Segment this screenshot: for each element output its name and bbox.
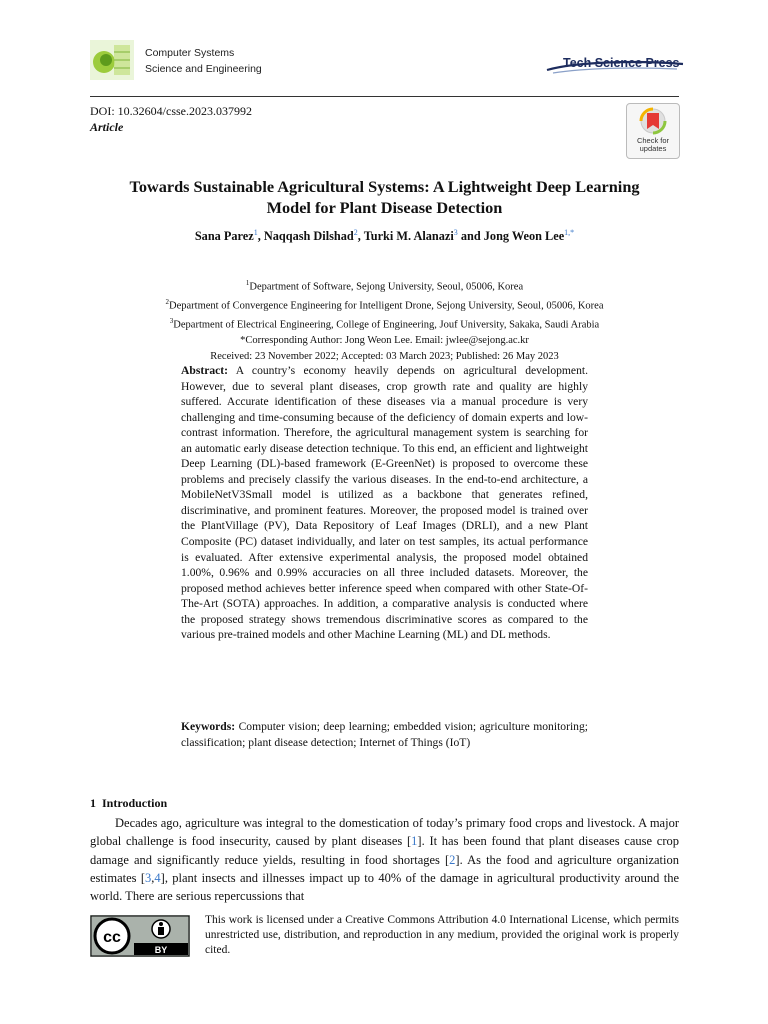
keywords-label: Keywords: [181,720,236,733]
creative-commons-icon [90,915,190,957]
abstract [181,363,588,643]
author-list [90,228,679,244]
affiliation-item [90,276,679,295]
author-separator: , [257,229,264,244]
affiliation-number: 1 [245,279,250,287]
journal-logo [90,40,134,80]
check-updates-line2: updates [639,144,667,153]
doi[interactable]: DOI: 10.32604/csse.2023.037992 [90,104,252,118]
author-name: Naqqash Dilshad [263,229,354,244]
affiliation-text: Department of Software, Sejong University, Seoul, 05006, Korea [249,281,524,293]
author-affiliation-link[interactable]: 2 [353,228,358,237]
header-divider [90,96,679,97]
affiliation-item [90,295,679,314]
citation-link[interactable]: 2 [449,852,456,867]
affiliations [90,276,679,364]
author-separator: and [457,229,484,244]
abstract-text: A country’s economy heavily depends on agricultural development. However, due to several plant diseases, crop growth rate and quality are highly suffered. Accurate identification of these diseases via a manual procedure is very challenging and time-consuming because of the deficiency of domain experts and low-contrast information. Therefore, the agricultural management system is searching for an automatic early disease detection technique. To this end, an efficient and lightweight Deep Learning (DL)-based framework (E-GreenNet) is proposed to overcome these problems and precisely classify the various diseases. In the end-to-end architecture, a MobileNetV3Small model is utilized as a backbone that generates refined, discriminative, and prominent features. Moreover, the proposed model is trained over the PlantVillage (PV), Data Repository of Leaf Images (DRLI), and a new Plant Composite (PC) dataset individually, and later on test samples, its actual performance is evaluated. After extensive experimental analysis, the proposed model obtained 1.00%, 0.96% and 0.99% accuracies on all three included datasets. Moreover, the proposed method achieves better inference speed when compared with other State-Of-The-Art (SOTA) approaches. In addition, a comparative analysis is conducted where the proposed strategy shows tremendous discriminative scores as compared to the various pre-trained models and other Machine Learning (ML) and DL methods. [181,364,588,642]
title-line2: Model for Plant Disease Detection [266,198,503,217]
publisher-logo [545,52,685,78]
affiliation-number: 2 [165,298,170,306]
check-updates-line1: Check for [636,136,670,145]
title-line1: Towards Sustainable Agricultural Systems: A Lightweight Deep Learning [129,177,640,196]
section-heading-introduction: 1 Introduction [90,796,168,810]
bookmark-icon [627,106,679,138]
article-type: Article [90,120,124,134]
intro-text: ]. It has been found that plant diseases cause crop damage and significantly reduce yields, resulting in food shortages [ [90,834,679,867]
intro-text: , [151,870,155,885]
affiliation-number: 3 [169,317,174,325]
paper-title [90,176,679,218]
cc-by-license-badge[interactable] [90,915,190,957]
keywords [181,719,588,750]
affiliation-text: Department of Electrical Engineering, College of Engineering, Jouf University, Sakaka, Saudi Arabia [173,319,600,331]
by-badge-text: BY [154,945,168,955]
intro-text: ]. As the food and agriculture organization estimates [ [90,852,680,885]
publisher-name: Tech Science Press [563,56,680,70]
citation-link[interactable]: 3 [145,870,152,885]
journal-name [145,45,262,77]
author-name: Sana Parez [194,229,254,244]
author-affiliation-link[interactable]: 1 [253,228,258,237]
license-statement: This work is licensed under a Creative Commons Attribution 4.0 International License, which permits unrestricted use, distribution, and reproduction in any medium, provided the original work is properly cited. [205,914,679,956]
journal-logo-icon [90,40,134,80]
introduction-paragraph [90,814,679,905]
author-affiliation-link[interactable]: 1,* [564,228,575,237]
check-for-updates-badge[interactable] [626,103,680,159]
cc-badge-text: cc [103,929,121,946]
journal-name-line1: Computer Systems [145,47,235,59]
intro-text: ], plant insects and illnesses impact up to 40% of the damage in agricultural productivity around the world. There are serious repercussions that [90,870,679,904]
abstract-label: Abstract: [181,364,229,377]
author-affiliation-link[interactable]: 3 [453,228,458,237]
intro-text: Decades ago, agriculture was integral to the domestication of today’s primary food crops and livestock. A major global challenge is food insecurity, caused by plant diseases [ [90,816,679,849]
affiliation-text: Department of Convergence Engineering for Intelligent Drone, Sejong University, Seoul, 05006, Korea [169,300,604,312]
author-separator: , [357,229,364,244]
citation-link[interactable]: 1 [411,834,418,849]
check-for-updates-label [627,137,679,153]
affiliation-item [90,314,679,333]
author-name: Jong Weon Lee [483,229,565,244]
citation-link[interactable]: 4 [154,870,161,885]
keywords-text: Computer vision; deep learning; embedded vision; agriculture monitoring; classification; plant disease detection; Internet of Things (IoT) [181,720,588,749]
corresponding-author: *Corresponding Author: Jong Weon Lee. Email: jwlee@sejong.ac.kr [240,335,529,346]
author-name: Turki M. Alanazi [363,229,454,244]
publication-dates: Received: 23 November 2022; Accepted: 03 March 2023; Published: 26 May 2023 [210,350,559,362]
journal-name-line2: Science and Engineering [145,63,262,75]
